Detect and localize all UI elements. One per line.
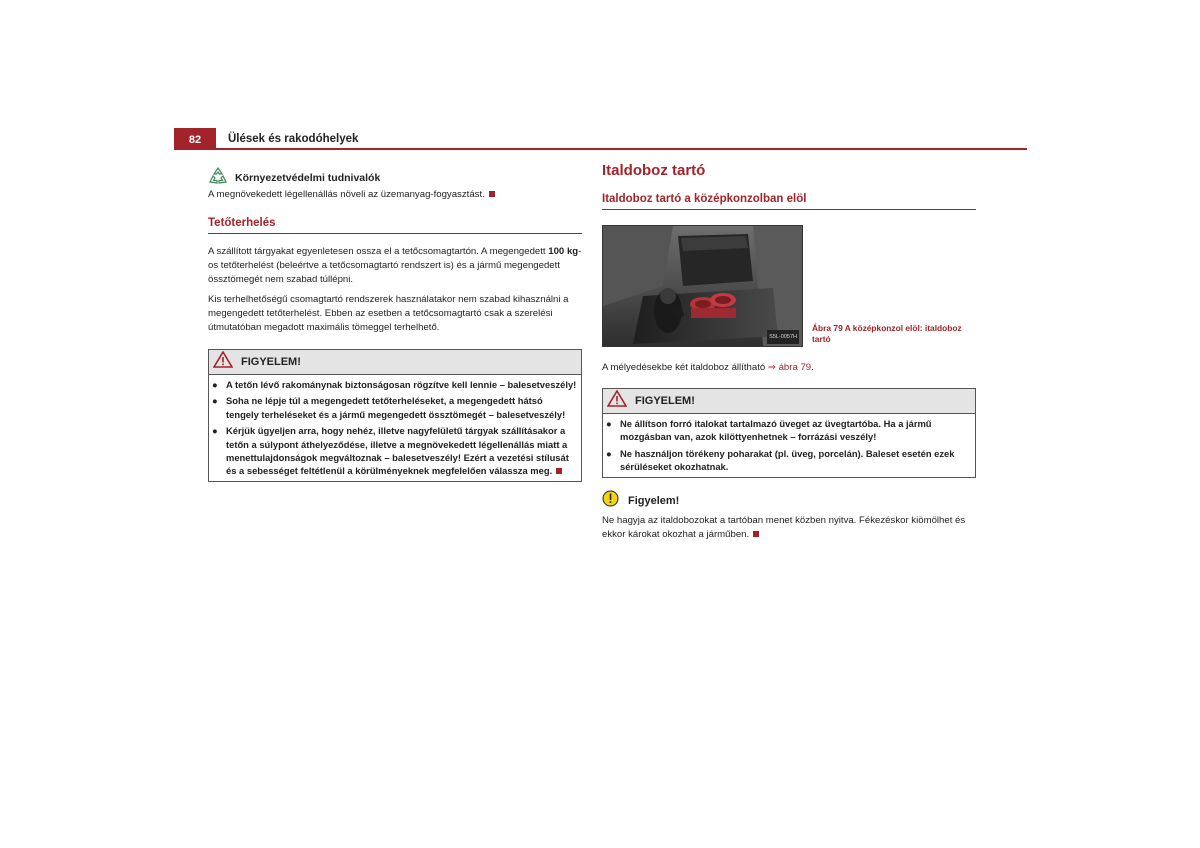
figure-code: S5L-0057H [767, 330, 799, 344]
figure-link[interactable]: ⇒ ábra 79 [767, 362, 812, 373]
warning-header [209, 350, 581, 375]
warning-header [603, 389, 975, 414]
header-rule [174, 148, 1027, 150]
roof-load-paragraph-2: Kis terhelhetőségű csomagtartó rendszerek használatakor nem szabad kihasználni a megengedett tetőterhelést. Ebben az esetben a tetőcsomagtartó csak a szerelési útmutatóban megadott maximális tömeggel terhelhető. [208, 294, 569, 333]
figure-caption: Ábra 79 A középkonzol elöl: italdoboz tartó [812, 323, 962, 344]
warning-box-roof [208, 349, 582, 482]
section-title-cup-holder-front: Italdoboz tartó a középkonzolban elöl [602, 192, 976, 210]
chapter-title: Ülések és rakodóhelyek [228, 133, 359, 145]
caution-note-heading [602, 492, 976, 510]
figure-79 [602, 225, 976, 347]
page-number: 82 [174, 128, 216, 149]
warning-box-cup-holder [602, 388, 976, 478]
warning-title: FIGYELEM! [241, 356, 301, 368]
warning-body [209, 375, 581, 481]
recycle-icon [208, 167, 228, 189]
center-console-photo [602, 225, 803, 347]
warning-title: FIGYELEM! [635, 395, 695, 407]
main-title-cup-holder: Italdoboz tartó [602, 162, 706, 179]
environment-note-title: Környezetvédelmi tudnivalók [235, 172, 381, 184]
warning-item: ● Soha ne lépje túl a megengedett tetőterheléseket, a megengedett hátsó tengely terheléseket és a jármű megengedett össztömegét – balesetveszély! [212, 395, 566, 420]
warning-triangle-icon [607, 390, 627, 412]
warning-triangle-icon [213, 351, 233, 373]
roof-load-paragraph-1: A szállított tárgyakat egyenletesen ossza el a tetőcsomagtartón. A megengedett 100 kg-os tetőterhelést (beleértve a tetőcsomagtartó rendszert is) és a jármű megengedett össztömegét nem szabad túllépni. [208, 246, 582, 285]
section-title-roof-load: Tetőterhelés [208, 216, 582, 234]
exclamation-circle-icon [602, 490, 619, 512]
warning-item: ● Ne használjon törékeny poharakat (pl. üveg, porcelán). Baleset esetén ezek sérüléseket okozhatnak. [606, 447, 955, 473]
environment-note-heading [208, 168, 582, 188]
caution-note-title: Figyelem! [628, 494, 680, 507]
left-column [208, 168, 582, 482]
warning-body [603, 414, 975, 477]
cup-holder-paragraph: A mélyedésekbe két italdoboz állítható ⇒ ábra 79. [602, 362, 814, 373]
end-mark [556, 468, 562, 474]
caution-note-text: Ne hagyja az italdobozokat a tartóban menet közben nyitva. Fékezéskor kiömölhet és ekkor károkat okozhat a járműben. [602, 514, 966, 540]
right-column [602, 160, 976, 542]
warning-item: ● Ne állítson forró italokat tartalmazó üveget az üvegtartóba. Ha a jármű mozgásban van, azok kilöttyenhetnek – forrázási veszély! [606, 418, 932, 443]
end-mark [753, 531, 759, 537]
warning-item: ● A tetőn lévő rakománynak biztonságosan rögzítve kell lennie – balesetveszély! [212, 379, 577, 390]
end-mark [489, 191, 495, 197]
environment-note-text: A megnövekedett légellenállás növeli az üzemanyag-fogyasztást. [208, 188, 582, 202]
warning-item: ● Kérjük ügyeljen arra, hogy nehéz, illetve nagyfelületű tárgyak szállításakor a tetőn a súlypont áthelyeződése, illetve a megnövekedett légellenállás miatt a menettulajdonságok megváltoznak – balesetveszély! Ezért a vezetési stílusát és a sebességet feltétlenül a körülményeknek megfelelően válassza meg. [212, 425, 569, 477]
page-header [174, 128, 1027, 149]
